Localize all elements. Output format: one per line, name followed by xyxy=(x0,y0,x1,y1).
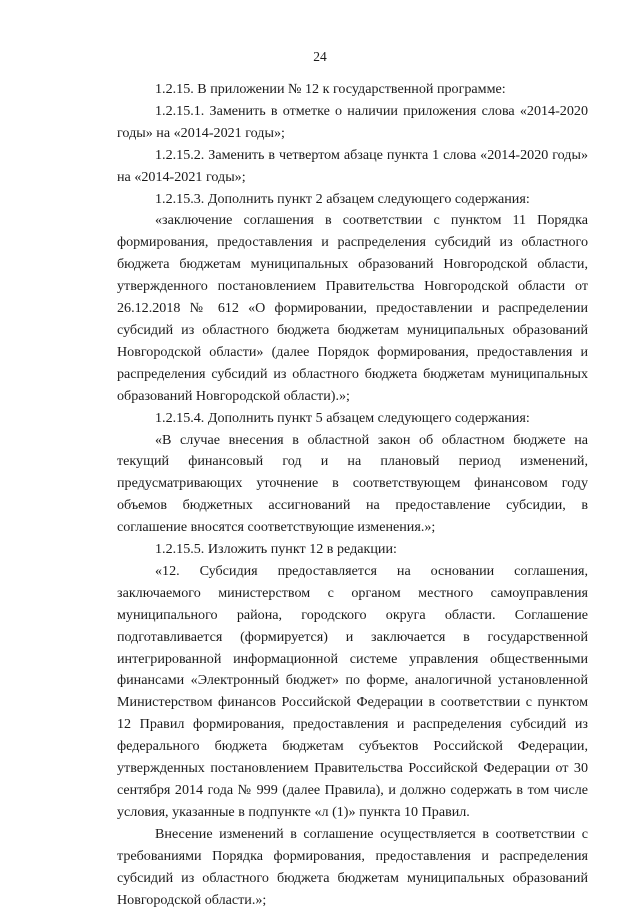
paragraph-quote-changes: «В случае внесения в областной закон об областном бюджете на текущий финансовый год и на плановый период изменений, предусматривающих уточнение в соответствующем финансовом году объемов бюджетных ассигнований на предоставление субсидии, в соглашение вносятся соответствующие изменения.»; xyxy=(117,431,588,536)
paragraph-1-2-15-5: 1.2.15.5. Изложить пункт 12 в редакции: xyxy=(155,541,397,558)
paragraph-1-2-15-1: 1.2.15.1. Заменить в отметке о наличии приложения слова «2014-2020 годы» на «2014-2021 годы»; xyxy=(117,102,588,141)
page-number: 24 xyxy=(313,49,327,64)
paragraph-1-2-15-3: 1.2.15.3. Дополнить пункт 2 абзацем следующего содержания: xyxy=(155,190,530,207)
paragraph-quote-agreement: «заключение соглашения в соответствии с пунктом 11 Порядка формирования, предоставления и распределения субсидий из областного бюджета бюджетам муниципальных образований Новгородской области, утвержденного постановлением Правительства Новгородской области от 26.12.2018 № 612 «О формировании, предоставлении и распределении субсидий из областного бюджета бюджетам муниципальных образований Новгородской области» (далее Порядок формирования, предоставления и распределения субсидий из областного бюджета бюджетам муниципальных образований Новгородской области).»; xyxy=(117,212,588,404)
document-body xyxy=(117,79,588,911)
paragraph-amendments: Внесение изменений в соглашение осуществляется в соответствии с требованиями Порядка формирования, предоставления и распределения субсидий из областного бюджета бюджетам муниципальных образований Новгородской области.»; xyxy=(117,825,588,908)
paragraph-1-2-15: 1.2.15. В приложении № 12 к государственной программе: xyxy=(155,81,506,97)
paragraph-1-2-15-4: 1.2.15.4. Дополнить пункт 5 абзацем следующего содержания: xyxy=(155,409,530,426)
paragraph-1-2-15-2: 1.2.15.2. Заменить в четвертом абзаце пункта 1 слова «2014-2020 годы» на «2014-2021 годы»; xyxy=(117,146,588,185)
paragraph-quote-point-12: «12. Субсидия предоставляется на основании соглашения, заключаемого министерством с органом местного самоуправления муниципального района, городского округа области. Соглашение подготавливается (формируется) и заключается в государственной интегрированной информационной системе управления общественными финансами «Электронный бюджет» по форме, аналогичной установленной Министерством финансов Российской Федерации в соответствии с пунктом 12 Правил формирования, предоставления и распределения субсидий из федерального бюджета бюджетам субъектов Российской Федерации, утвержденных постановлением Правительства Российской Федерации от 30 сентября 2014 года № 999 (далее Правила), и должно содержать в том числе условия, указанные в подпункте «л (1)» пункта 10 Правил. xyxy=(117,562,588,820)
